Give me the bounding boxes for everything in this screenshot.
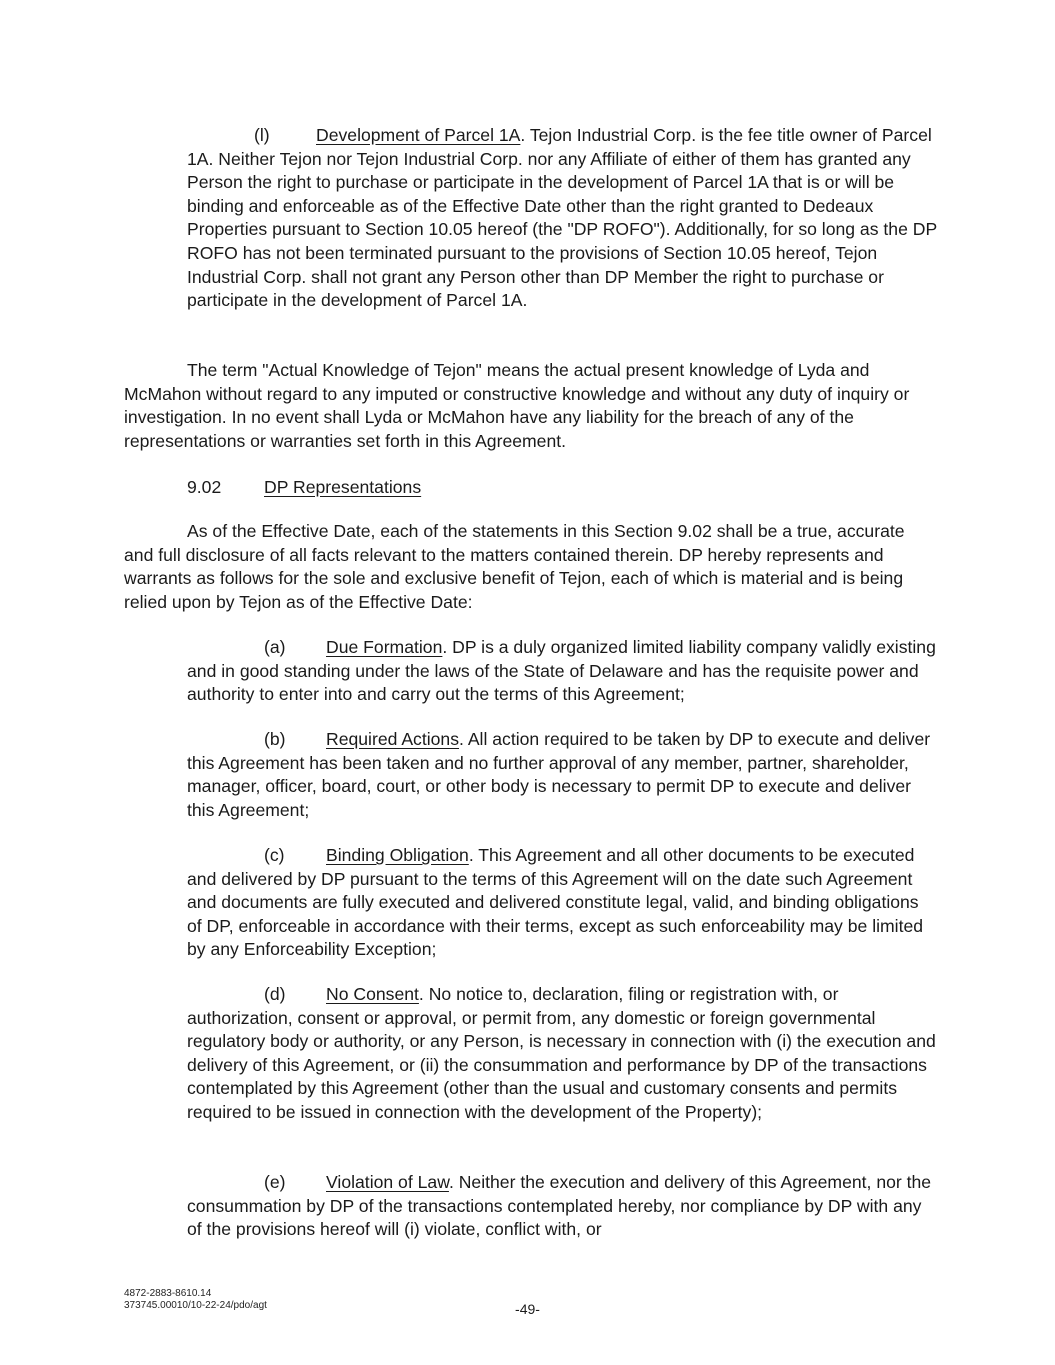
item-text: . This Agreement and all other documents to be executed and delivered by DP pursuant to the terms of this Agreement will on the date such Agreement and documents are fully executed and delivered constitute legal, valid, and binding obligations of DP, enforceable in accordance with their terms, except as such enforceability may be limited by any Enforceability Exception; bbox=[187, 845, 924, 960]
page-number: -49- bbox=[515, 1301, 540, 1317]
item-title: No Consent bbox=[326, 984, 419, 1004]
paragraph-item-d bbox=[187, 983, 937, 1125]
paragraph-intro: As of the Effective Date, each of the statements in this Section 9.02 shall be a true, accurate and full disclosure of all facts relevant to the matters contained therein. DP hereby represents and warrants as follows for the sole and exclusive benefit of Tejon, each of which is material and is being relied upon by Tejon as of the Effective Date: bbox=[124, 521, 905, 612]
item-title: Violation of Law bbox=[326, 1172, 449, 1192]
item-label: (e) bbox=[264, 1172, 286, 1192]
item-text: . No notice to, declaration, filing or registration with, or authorization, consent or approval, or permit from, any domestic or foreign governmental regulatory body or authority, or any Person, is necessary in connection with (i) the execution and delivery of this Agreement, or (ii) the consummation and performance by DP of the transactions contemplated by this Agreement (other than the usual and customary consents and permits required to be issued in connection with the development of the Property); bbox=[187, 984, 936, 1122]
paragraph-item-c bbox=[187, 844, 937, 962]
item-text: . Neither the execution and delivery of this Agreement, nor the consummation by DP of the transactions contemplated hereby, nor compliance by DP with any of the provisions hereof will (i) violate, conflict with, or bbox=[187, 1172, 932, 1240]
item-title: Development of Parcel 1A bbox=[316, 125, 521, 145]
item-title: Binding Obligation bbox=[326, 845, 469, 865]
item-label: (d) bbox=[264, 984, 286, 1004]
paragraph-item-e bbox=[187, 1171, 937, 1242]
paragraph-development-parcel-1a bbox=[187, 124, 937, 313]
item-text: . DP is a duly organized limited liability company validly existing and in good standing under the laws of the State of Delaware and has the requisite power and authority to enter into and carry out the terms of this Agreement; bbox=[187, 637, 936, 705]
item-label: (a) bbox=[264, 637, 286, 657]
item-text: . Tejon Industrial Corp. is the fee title owner of Parcel 1A. Neither Tejon nor Tejon Industrial Corp. nor any Affiliate of either of them has granted any Person the right to purchase or participate in the development of Parcel 1A that is or will be binding and enforceable as of the Effective Date other than the right granted to Dedeaux Properties pursuant to Section 10.05 hereof (the "DP ROFO"). Additionally, for so long as the DP ROFO has not been terminated pursuant to the provisions of Section 10.05 hereof, Tejon Industrial Corp. shall not grant any Person other than DP Member the right to purchase or participate in the development of Parcel 1A. bbox=[187, 125, 937, 311]
paragraph-item-b bbox=[187, 728, 937, 822]
item-label: (c) bbox=[264, 845, 285, 865]
item-title: Due Formation bbox=[326, 637, 443, 657]
footer-ref: 373745.00010/10-22-24/pdo/agt bbox=[124, 1300, 267, 1311]
item-text: . All action required to be taken by DP to execute and deliver this Agreement has been taken and no further approval of any member, partner, shareholder, manager, officer, board, court, or other body is necessary to permit DP to execute and deliver this Agreement; bbox=[187, 729, 931, 820]
footer-doc-id: 4872-2883-8610.14 bbox=[124, 1288, 212, 1299]
section-heading bbox=[187, 476, 887, 500]
section-title: DP Representations bbox=[264, 477, 422, 497]
item-label: (b) bbox=[264, 729, 286, 749]
paragraph-item-a bbox=[187, 636, 937, 707]
paragraph-actual-knowledge: The term "Actual Knowledge of Tejon" means the actual present knowledge of Lyda and McMahon without regard to any imputed or constructive knowledge and without any duty of inquiry or investigation. In no event shall Lyda or McMahon have any liability for the breach of any of the representations or warranties set forth in this Agreement. bbox=[124, 360, 910, 451]
item-label: (l) bbox=[254, 125, 270, 145]
item-title: Required Actions bbox=[326, 729, 460, 749]
section-number: 9.02 bbox=[187, 477, 222, 497]
